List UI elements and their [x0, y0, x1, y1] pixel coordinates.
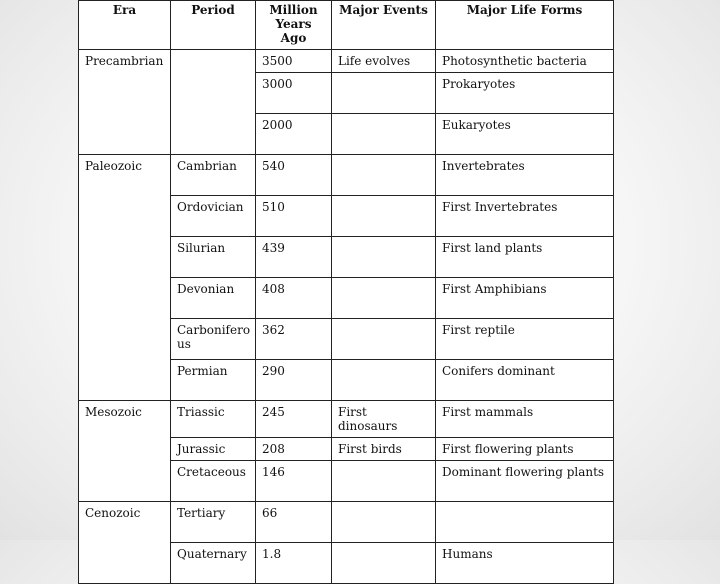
period-cell: Devonian [171, 278, 256, 319]
mya-cell: 408 [256, 278, 332, 319]
event-cell [332, 543, 436, 584]
event-cell [332, 114, 436, 155]
period-cell [171, 50, 256, 155]
header-million-years-ago: Million Years Ago [256, 1, 332, 50]
period-cell: Quaternary [171, 543, 256, 584]
mya-cell: 2000 [256, 114, 332, 155]
era-cell-precambrian: Precambrian [79, 50, 171, 155]
mya-cell: 1.8 [256, 543, 332, 584]
period-cell: Cretaceous [171, 461, 256, 502]
event-cell [332, 319, 436, 360]
event-cell [332, 360, 436, 401]
table-row [79, 155, 614, 196]
mya-cell: 66 [256, 502, 332, 543]
life-form-cell: Eukaryotes [436, 114, 614, 155]
event-cell: First birds [332, 438, 436, 461]
era-cell-mesozoic: Mesozoic [79, 401, 171, 502]
event-cell [332, 155, 436, 196]
event-cell: Life evolves [332, 50, 436, 73]
mya-cell: 146 [256, 461, 332, 502]
mya-cell: 3000 [256, 73, 332, 114]
era-cell-paleozoic: Paleozoic [79, 155, 171, 401]
header-era: Era [79, 1, 171, 50]
table-row [79, 50, 614, 73]
mya-cell: 3500 [256, 50, 332, 73]
life-form-cell: Invertebrates [436, 155, 614, 196]
mya-cell: 362 [256, 319, 332, 360]
life-form-cell: First Invertebrates [436, 196, 614, 237]
period-cell: Jurassic [171, 438, 256, 461]
event-cell: First dinosaurs [332, 401, 436, 438]
life-form-cell: First flowering plants [436, 438, 614, 461]
life-form-cell: First reptile [436, 319, 614, 360]
life-form-cell: Dominant flowering plants [436, 461, 614, 502]
mya-cell: 439 [256, 237, 332, 278]
event-cell [332, 461, 436, 502]
table-row [79, 502, 614, 543]
header-period: Period [171, 1, 256, 50]
event-cell [332, 502, 436, 543]
life-form-cell: First land plants [436, 237, 614, 278]
mya-cell: 290 [256, 360, 332, 401]
life-form-cell: Photosynthetic bacteria [436, 50, 614, 73]
life-form-cell: Conifers dominant [436, 360, 614, 401]
event-cell [332, 196, 436, 237]
period-cell: Silurian [171, 237, 256, 278]
geologic-time-table [78, 0, 614, 584]
mya-cell: 540 [256, 155, 332, 196]
life-form-cell [436, 502, 614, 543]
mya-cell: 208 [256, 438, 332, 461]
mya-cell: 245 [256, 401, 332, 438]
life-form-cell: First mammals [436, 401, 614, 438]
period-cell: Carbonifero us [171, 319, 256, 360]
mya-cell: 510 [256, 196, 332, 237]
event-cell [332, 237, 436, 278]
period-cell: Permian [171, 360, 256, 401]
header-major-life-forms: Major Life Forms [436, 1, 614, 50]
era-cell-cenozoic: Cenozoic [79, 502, 171, 584]
period-cell: Cambrian [171, 155, 256, 196]
life-form-cell: Prokaryotes [436, 73, 614, 114]
life-form-cell: Humans [436, 543, 614, 584]
period-cell: Ordovician [171, 196, 256, 237]
life-form-cell: First Amphibians [436, 278, 614, 319]
period-cell: Triassic [171, 401, 256, 438]
table-row [79, 401, 614, 438]
event-cell [332, 73, 436, 114]
event-cell [332, 278, 436, 319]
period-cell: Tertiary [171, 502, 256, 543]
header-major-events: Major Events [332, 1, 436, 50]
